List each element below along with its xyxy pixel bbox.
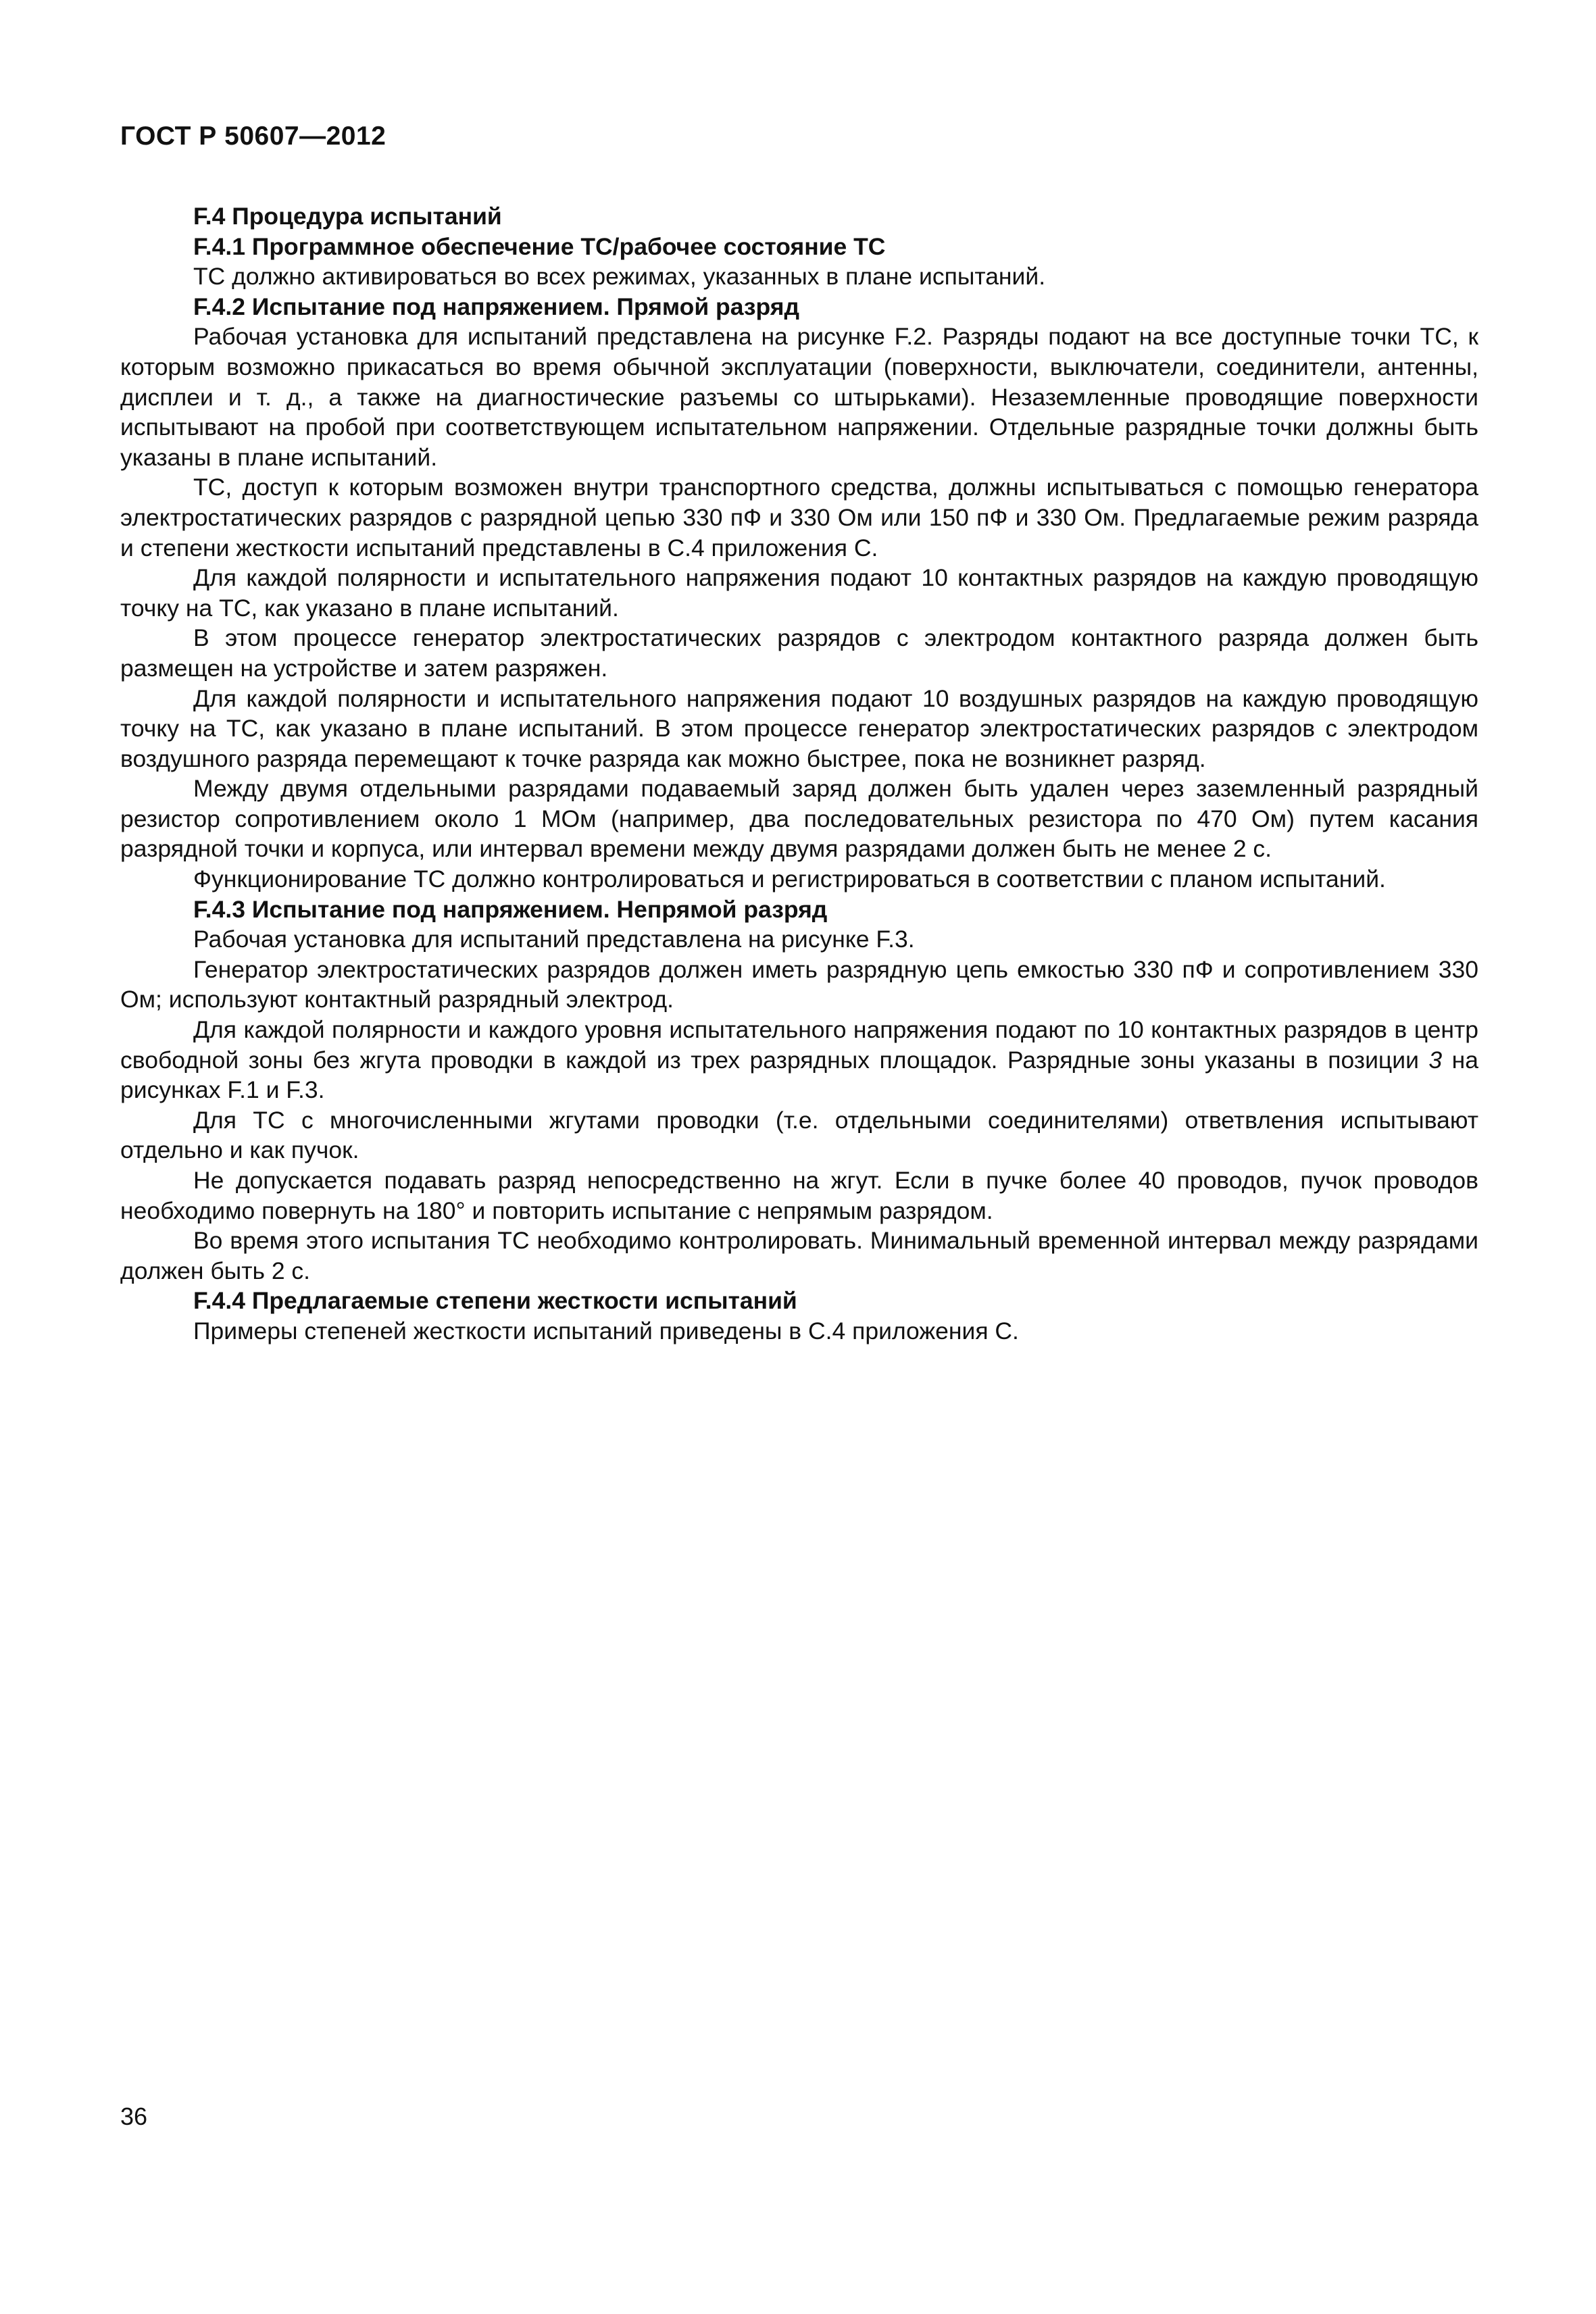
section-f4-title: F.4 Процедура испытаний <box>193 203 502 230</box>
section-f44-title: F.4.4 Предлагаемые степени жесткости испытаний <box>193 1287 797 1315</box>
paragraph: Не допускается подавать разряд непосредственно на жгут. Если в пучке более 40 проводов, пучок проводов необходимо повернуть на 180° и повторить испытание с непрямым разрядом. <box>120 1167 1478 1224</box>
paragraph-text: Для каждой полярности и каждого уровня испытательного напряжения подают по 10 контактных разрядов в центр свободной зоны без жгута проводки в каждой из трех разрядных площадок. Разрядные зоны указаны в позиции <box>120 1016 1478 1074</box>
paragraph: Функционирование ТС должно контролироваться и регистрироваться в соответствии с планом испытаний. <box>193 865 1386 893</box>
paragraph: Для каждой полярности и испытательного напряжения подают 10 воздушных разрядов на каждую проводящую точку на ТС, как указано в плане испытаний. В этом процессе генератор электростатических разрядов с электродом воздушного разряда перемещают к точке разряда как можно быстрее, пока не возникнет разряд. <box>120 684 1478 772</box>
paragraph: Генератор электростатических разрядов должен иметь разрядную цепь емкостью 330 пФ и сопротивлением 330 Ом; используют контактный разрядный электрод. <box>120 955 1478 1013</box>
paragraph: Для ТС с многочисленными жгутами проводки (т.е. отдельными соединителями) ответвления испытывают отдельно и как пучок. <box>120 1106 1478 1164</box>
paragraph: Между двумя отдельными разрядами подаваемый заряд должен быть удален через заземленный разрядный резистор сопротивлением около 1 МОм (например, два последовательных резистора по 470 Ом) путем касания разрядной точки и корпуса, или интервал времени между двумя разрядами должен быть не менее 2 с. <box>120 775 1478 863</box>
paragraph: Рабочая установка для испытаний представлена на рисунке F.2. Разряды подают на все доступные точки ТС, к которым возможно прикасаться во время обычной эксплуатации (поверхности, выключатели, соединители, антенны, дисплеи и т. д., а также на диагностические разъемы со штырьками). Незаземленные проводящие поверхности испытывают на пробой при соответствующем испытательном напряжении. Отдельные разрядные точки должны быть указаны в плане испытаний. <box>120 323 1478 471</box>
section-f42-title: F.4.2 Испытание под напряжением. Прямой разряд <box>193 293 800 320</box>
paragraph: Для каждой полярности и испытательного напряжения подают 10 контактных разрядов на каждую проводящую точку на ТС, как указано в плане испытаний. <box>120 564 1478 622</box>
paragraph <box>120 1015 1478 1105</box>
paragraph: Во время этого испытания ТС необходимо контролировать. Минимальный временной интервал между разрядами должен быть 2 с. <box>120 1227 1478 1284</box>
document-body <box>120 201 1478 1347</box>
section-f41-title: F.4.1 Программное обеспечение ТС/рабочее состояние ТС <box>193 232 886 260</box>
paragraph: Рабочая установка для испытаний представлена на рисунке F.3. <box>193 926 915 953</box>
paragraph-text: на рисунках F.1 и F.3. <box>120 1046 1478 1104</box>
position-number: 3 <box>1428 1046 1443 1074</box>
document-header: ГОСТ Р 50607—2012 <box>120 122 386 151</box>
paragraph: ТС, доступ к которым возможен внутри транспортного средства, должны испытываться с помощью генератора электростатических разрядов с разрядной цепью 330 пФ и 330 Ом или 150 пФ и 330 Ом. Предлагаемые режим разряда и степени жесткости испытаний представлены в С.4 приложения С. <box>120 474 1478 561</box>
page-number: 36 <box>120 2103 148 2130</box>
paragraph: Примеры степеней жесткости испытаний приведены в С.4 приложения С. <box>193 1317 1019 1344</box>
section-f43-title: F.4.3 Испытание под напряжением. Непрямой разряд <box>193 895 828 923</box>
paragraph: В этом процессе генератор электростатических разрядов с электродом контактного разряда должен быть размещен на устройстве и затем разряжен. <box>120 624 1478 682</box>
paragraph: ТС должно активироваться во всех режимах, указанных в плане испытаний. <box>193 263 1046 291</box>
